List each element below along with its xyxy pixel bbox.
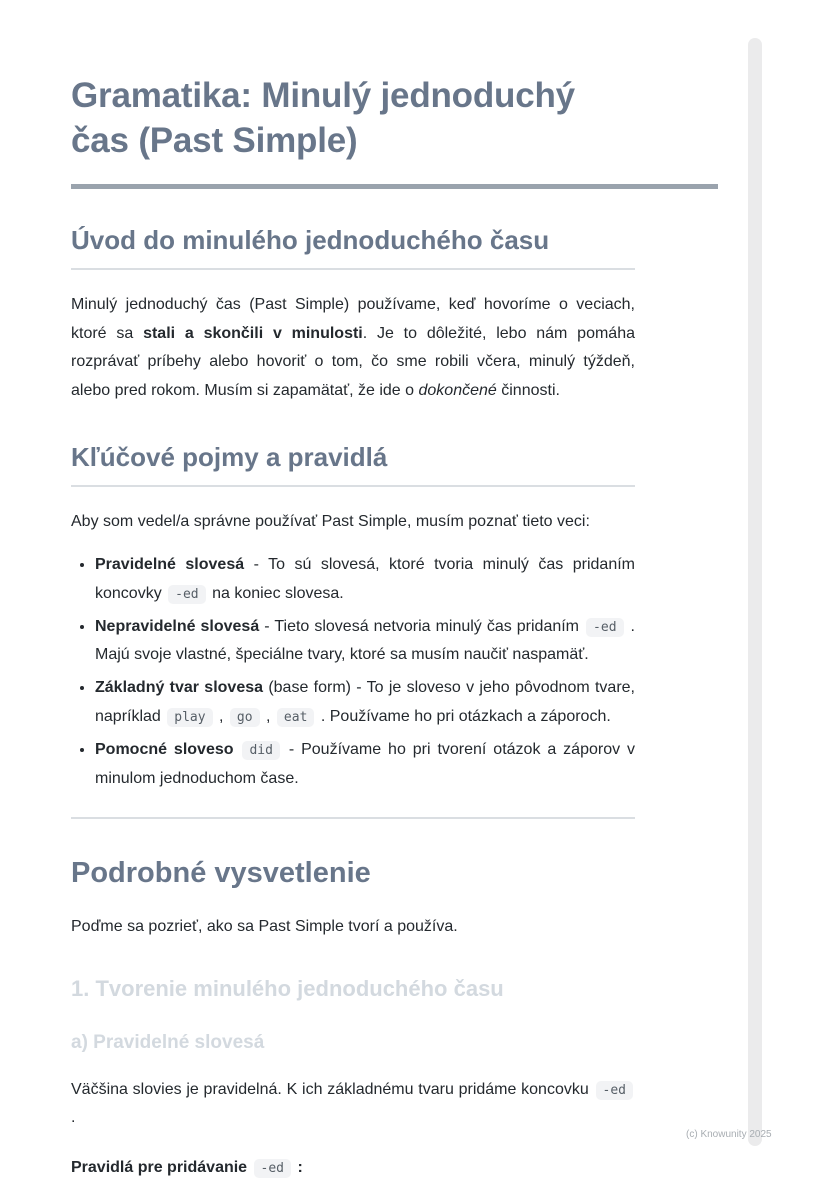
footer-watermark: (c) Knowunity 2025 xyxy=(686,1129,772,1140)
regular-verbs-paragraph: Väčšina slovies je pravidelná. K ich základnému tvaru pridáme koncovku -ed . xyxy=(71,1076,635,1134)
rules-lead-line: Pravidlá pre pridávanie -ed : xyxy=(71,1159,303,1177)
section-divider xyxy=(71,817,635,819)
page-title xyxy=(71,74,635,164)
concepts-list xyxy=(71,551,635,793)
page-title-line-1: Gramatika: Minulý jednoduchý xyxy=(71,76,575,115)
scrollbar[interactable] xyxy=(748,38,762,1146)
list-item-nepravidelne-slovesa: • Nepravidelné slovesá - Tieto slovesá netvoria minulý čas pridaním -ed . Majú svoje vlastné, špeciálne tvary, ktoré sa musím naučiť naspamäť. xyxy=(95,613,635,671)
section-heading-klucove-pojmy: Kľúčové pojmy a pravidlá xyxy=(71,442,635,487)
title-divider xyxy=(71,184,718,189)
subsection-heading-pravidelne-slovesa: a) Pravidelné slovesá xyxy=(71,1031,265,1053)
intro-paragraph: Minulý jednoduchý čas (Past Simple) používame, keď hovoríme o veciach, ktoré sa stali a skončili v minulosti. Je to dôležité, lebo nám pomáha rozprávať príbehy alebo hovoriť o tom, čo sme robili včera, minulý týždeň, alebo pred rokom. Musím si zapamätať, že ide o dokončené činnosti. xyxy=(71,295,636,400)
document-content xyxy=(71,0,635,1183)
section-heading-podrobne-vysvetlenie: Podrobné vysvetlenie xyxy=(71,857,371,890)
subsection-heading-tvorenie: 1. Tvorenie minulého jednoduchého času xyxy=(71,976,504,1002)
concepts-intro-paragraph: Aby som vedel/a správne používať Past Simple, musím poznať tieto veci: xyxy=(71,513,590,531)
list-item-pravidelne-slovesa: • Pravidelné slovesá - To sú slovesá, ktoré tvoria minulý čas pridaním koncovky -ed na koniec slovesa. xyxy=(95,551,635,609)
section-heading-uvod: Úvod do minulého jednoduchého času xyxy=(71,225,635,270)
list-item-zakladny-tvar: • Základný tvar slovesa (base form) - To je sloveso v jeho pôvodnom tvare, napríklad play , go , eat . Používame ho pri otázkach a záporoch. xyxy=(95,674,635,732)
page-title-line-2: čas (Past Simple) xyxy=(71,120,358,160)
detail-intro-paragraph: Poďme sa pozrieť, ako sa Past Simple tvorí a používa. xyxy=(71,917,458,935)
list-item-pomocne-sloveso: • Pomocné sloveso did - Používame ho pri tvorení otázok a záporov v minulom jednoduchom čase. xyxy=(95,736,635,794)
